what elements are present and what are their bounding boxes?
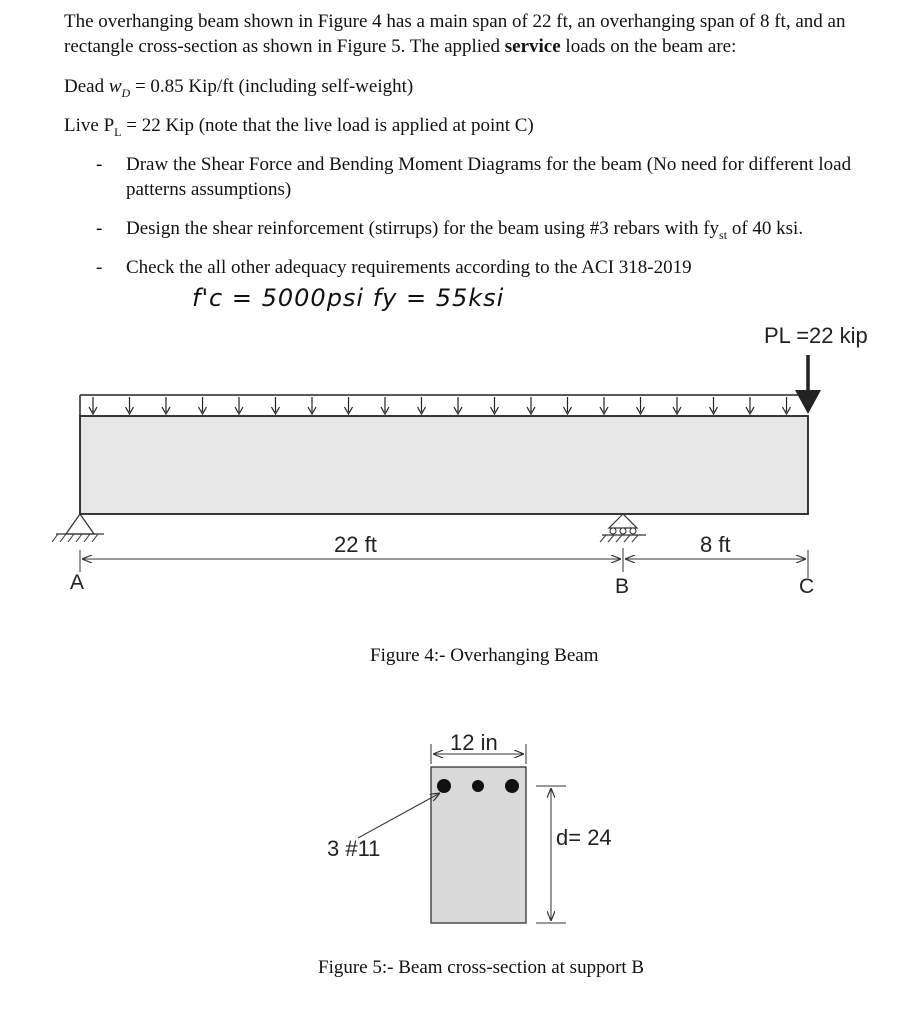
distributed-load-arrows <box>89 397 791 414</box>
beam-body <box>80 416 808 514</box>
intro-bold-service: service <box>504 36 561 57</box>
rebar-2 <box>472 780 484 792</box>
intro-line-2-start: rectangle cross-section as shown in Figure 5. The applied <box>64 36 505 57</box>
roller-support-b <box>600 514 646 542</box>
figure4-caption: Figure 4:- Overhanging Beam <box>370 645 599 666</box>
task-2-text: Design the shear reinforcement (stirrups) for the beam using #3 rebars with $fy_{st}$ of 40 ksi. <box>126 218 804 242</box>
intro-line-1: The overhanging beam shown in Figure 4 has a main span of 22 ft, an overhanging span of 8 ft, and an <box>64 11 846 32</box>
pin-support-a <box>52 514 104 542</box>
rebar-3 <box>505 779 519 793</box>
span-main-label: 22 ft <box>334 532 377 557</box>
task-1-dash: - <box>96 154 103 175</box>
figure5-caption: Figure 5:- Beam cross-section at support B <box>318 957 645 978</box>
handwritten-material-note: f'c = 5000psi fy = 55ksi <box>192 284 505 312</box>
task-3-dash: - <box>96 257 103 278</box>
width-label: 12 in <box>450 730 498 755</box>
rebar-leader-line <box>358 793 440 838</box>
point-load-label: PL =22 kip <box>764 323 868 348</box>
intro-line-2-end: loads on the beam are: <box>560 36 737 57</box>
span-overhang-label: 8 ft <box>700 532 731 557</box>
task-2-dash: - <box>96 218 103 239</box>
point-load-arrowhead <box>795 390 821 414</box>
rebar-label: 3 #11 <box>327 836 381 861</box>
task-1-text: Draw the Shear Force and Bending Moment Diagrams for the beam (No need for different load patterns assumptions) <box>126 154 852 200</box>
point-c-label: C <box>799 575 815 598</box>
point-a-label: A <box>70 571 85 594</box>
rebar-1 <box>437 779 451 793</box>
dead-load-line: Dead $w_D = 0.85$ Kip/ft (including self-weight) <box>64 76 414 100</box>
task-3-text: Check the all other adequacy requirements according to the ACI 318-2019 <box>126 257 692 278</box>
point-b-label: B <box>615 575 630 598</box>
depth-label: d= 24 <box>556 825 612 850</box>
live-load-line: Live $P_L = 22$ Kip (note that the live load is applied at point C) <box>64 115 534 139</box>
